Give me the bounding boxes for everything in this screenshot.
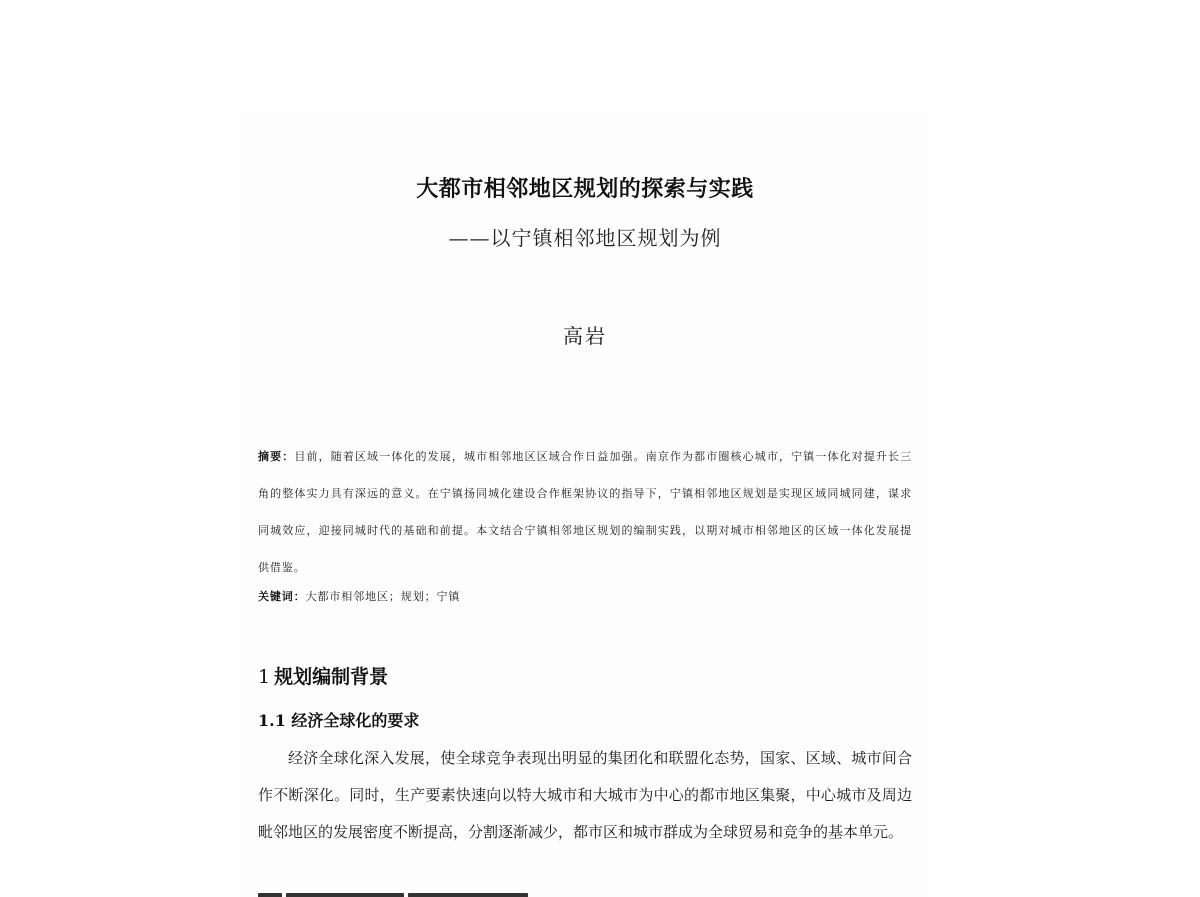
cropped-next-heading [258, 884, 558, 897]
keywords-block [258, 585, 912, 609]
subsection-number: 1.1 [258, 711, 286, 730]
abstract-label: 摘要： [258, 450, 295, 463]
section-number: 1 [258, 666, 271, 688]
section-heading [258, 662, 388, 689]
keywords-label: 关键词： [258, 590, 306, 603]
keywords-text: 大都市相邻地区；规划；宁镇 [305, 590, 461, 603]
cropped-glyph [258, 893, 282, 897]
paper-author: 高岩 [563, 324, 607, 348]
subsection-heading [258, 708, 419, 731]
section-title: 规划编制背景 [274, 666, 389, 688]
cropped-glyph [408, 893, 528, 897]
paper-title: 大都市相邻地区规划的探索与实践 [416, 177, 754, 202]
cropped-glyph [286, 893, 404, 897]
abstract-block [258, 438, 912, 586]
subsection-title: 经济全球化的要求 [291, 711, 420, 730]
paper-subtitle: ——以宁镇相邻地区规划为例 [448, 226, 722, 250]
abstract-text: 目前，随着区域一体化的发展，城市相邻地区区域合作日益加强。南京作为都市圈核心城市，宁镇一体化对提升长三角的整体实力具有深远的意义。在宁镇扬同城化建设合作框架协议的指导下，宁镇相邻地区规划是实现区域同城同建，谋求同城效应，迎接同城时代的基础和前提。本文结合宁镇相邻地区规划的编制实践，以期对城市相邻地区的区域一体化发展提供借鉴。 [258, 450, 913, 574]
body-paragraph: 经济全球化深入发展，使全球竞争表现出明显的集团化和联盟化态势，国家、区域、城市间合作不断深化。同时，生产要素快速向以特大城市和大城市为中心的都市地区集聚，中心城市及周边毗邻地区的发展密度不断提高，分割逐渐减少，都市区和城市群成为全球贸易和竞争的基本单元。 [258, 749, 912, 841]
